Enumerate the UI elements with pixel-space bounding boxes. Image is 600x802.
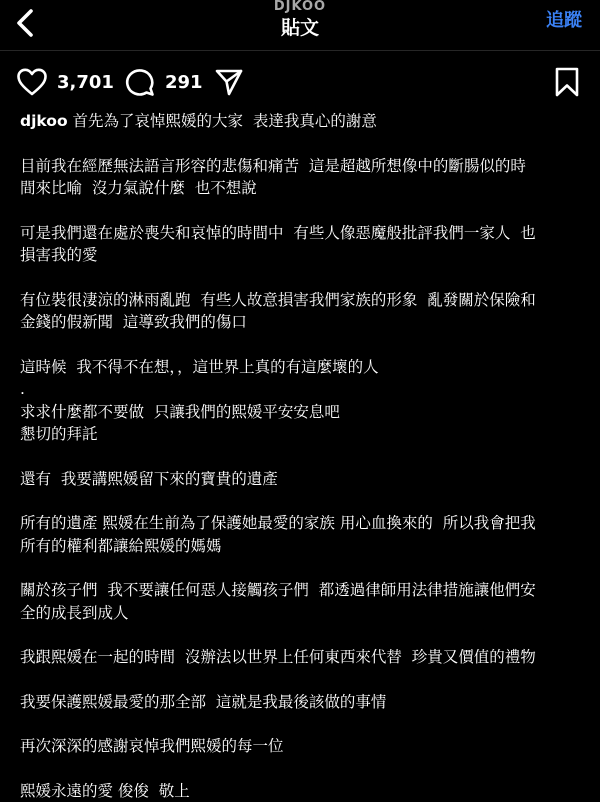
post-action-bar — [0, 62, 600, 102]
paragraph-gap — [20, 713, 590, 735]
caption-line: 關於孩子們 我不要讓任何惡人接觸孩子們 都透過律師用法律措施讓他們安 — [20, 581, 536, 599]
paragraph-gap — [20, 446, 590, 468]
caption-line: 再次深深的感謝哀悼我們熙媛的每一位 — [20, 737, 284, 755]
paragraph-gap — [20, 669, 590, 691]
paragraph-gap — [20, 758, 590, 780]
paragraph-gap — [20, 624, 590, 646]
caption-line: 有位裝很淒涼的淋雨亂跑 有些人故意損害我們家族的形象 亂發關於保險和 — [20, 290, 536, 309]
share-button[interactable] — [214, 62, 244, 102]
caption-line: 所有的遺產 熙媛在生前為了保護她最愛的家族 用心血換來的 所以我會把我 — [20, 514, 536, 532]
caption-line: 所有的權利都讓給熙媛的媽媽 — [20, 536, 222, 555]
follow-button[interactable]: 追蹤 — [546, 10, 582, 31]
top-bar — [0, 0, 600, 51]
caption-line: 可是我們還在處於喪失和哀悼的時間中 有些人像惡魔般批評我們一家人 也 — [20, 223, 536, 242]
comment-bubble-icon — [124, 67, 156, 97]
header-username: DJKOO — [273, 0, 327, 14]
caption-line: 熙媛永遠的愛 俊俊 敬上 — [20, 781, 190, 800]
caption-line: 求求什麼都不要做 只讓我們的熙媛平安安息吧 — [20, 402, 340, 421]
paragraph-gap — [20, 200, 590, 222]
caption-line: 金錢的假新聞 這導致我們的傷口 — [20, 313, 247, 331]
caption-line: 全的成長到成人 — [20, 603, 129, 622]
comment-button[interactable] — [124, 62, 203, 102]
paragraph-gap — [20, 267, 590, 289]
caption-line: 我要保護熙媛最愛的那全部 這就是我最後該做的事情 — [20, 692, 387, 711]
caption-line: 懇切的拜託 — [20, 425, 98, 443]
like-count: 3,701 — [57, 71, 114, 93]
save-button[interactable] — [554, 62, 580, 102]
paragraph-gap — [20, 490, 590, 512]
paragraph-gap — [20, 133, 590, 155]
caption-line: 間來比喻 沒力氣說什麼 也不想說 — [20, 179, 257, 197]
paragraph-gap — [20, 557, 590, 579]
caption-line: 這時候 我不得不在想，，這世界上真的有這麼壞的人 — [20, 357, 379, 376]
like-button[interactable] — [16, 62, 114, 102]
caption-line: 損害我的愛 — [20, 246, 98, 264]
caption-author[interactable]: djkoo — [20, 112, 68, 130]
share-send-icon — [214, 67, 244, 97]
caption-line: 我跟熙媛在一起的時間 沒辦法以世界上任何東西來代替 珍貴又價值的禮物 — [20, 648, 536, 666]
heart-icon — [16, 67, 48, 97]
caption-first-line — [20, 110, 590, 133]
caption-line: 目前我在經歷無法語言形容的悲傷和痛苦 這是超越所想像中的斷腸似的時 — [20, 156, 526, 175]
bookmark-icon — [554, 66, 580, 98]
post-caption — [20, 110, 590, 802]
comment-count: 291 — [165, 71, 203, 93]
caption-text: 首先為了哀悼熙媛的大家 表達我真心的謝意 — [67, 112, 377, 130]
paragraph-gap — [20, 334, 590, 356]
page-title: 貼文 — [280, 17, 319, 39]
caption-line: . — [20, 380, 25, 398]
caption-line: 還有 我要講熙媛留下來的寶貴的遺產 — [20, 469, 278, 488]
